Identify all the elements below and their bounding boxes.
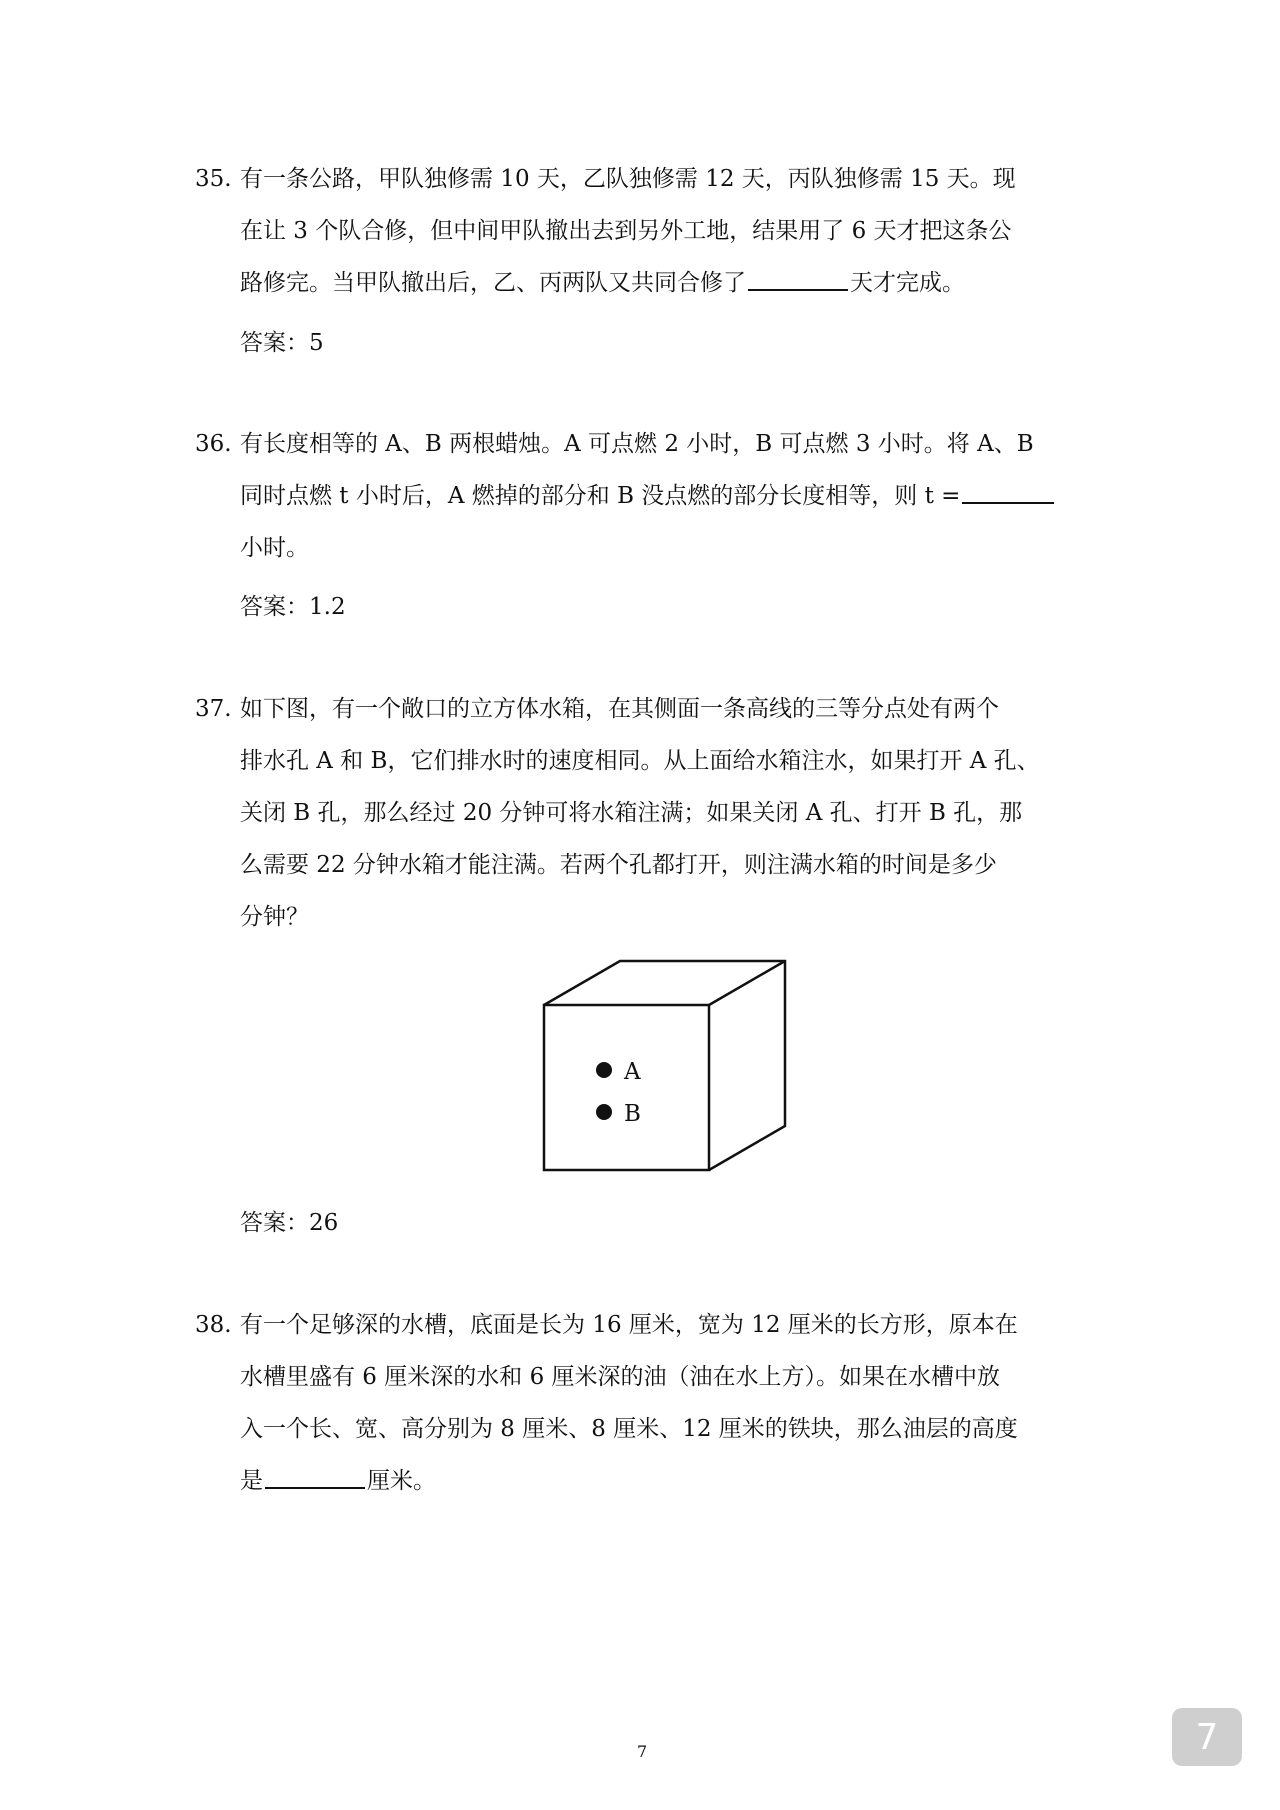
problem-text-line: 关闭 B 孔，那么经过 20 分钟可将水箱注满；如果关闭 A 孔、打开 B 孔，那 — [240, 800, 1023, 826]
problem-number: 36. — [195, 431, 232, 457]
answer: 答案：26 — [240, 1210, 339, 1236]
problem-text-line: 分钟？ — [240, 904, 309, 930]
problem-text: 路修完。当甲队撤出后，乙、丙两队又共同合修了 — [240, 270, 746, 296]
answer: 答案：5 — [240, 330, 324, 356]
hole-a-dot — [596, 1062, 612, 1078]
problem-text-line: 么需要 22 分钟水箱才能注满。若两个孔都打开，则注满水箱的时间是多少 — [240, 852, 997, 878]
problem-text-line: 排水孔 A 和 B，它们排水时的速度相同。从上面给水箱注水，如果打开 A 孔、 — [240, 748, 1040, 774]
problem-text-line: 有一条公路，甲队独修需 10 天，乙队独修需 12 天，丙队独修需 15 天。现 — [240, 166, 1016, 192]
problem-text: 同时点燃 t 小时后，A 燃掉的部分和 B 没点燃的部分长度相等，则 t = — [240, 483, 961, 509]
page-number: 7 — [637, 1742, 648, 1761]
problem-text: 天才完成。 — [850, 270, 965, 296]
problem-text-line: 小时。 — [240, 535, 309, 561]
problem-text: 厘米。 — [367, 1468, 436, 1494]
problem-text-line: 在让 3 个队合修，但中间甲队撤出去到另外工地，结果用了 6 天才把这条公 — [240, 218, 1012, 244]
problem-text-line: 有一个足够深的水槽，底面是长为 16 厘米，宽为 12 厘米的长方形，原本在 — [240, 1312, 1018, 1338]
answer-blank — [265, 1464, 365, 1489]
problem-text: 是 — [240, 1468, 263, 1494]
cube-back-edges — [544, 961, 785, 1170]
problem-number: 35. — [195, 166, 232, 192]
answer: 答案：1.2 — [240, 594, 346, 620]
cube-top-right-edge — [709, 961, 785, 1005]
cube-outline — [544, 961, 785, 1170]
hole-a-label: A — [624, 1059, 641, 1085]
problem-text-line-with-blank — [240, 1464, 436, 1498]
problem-number: 38. — [195, 1312, 232, 1338]
cube-front-face — [544, 1005, 709, 1170]
problem-number: 37. — [195, 696, 232, 722]
page-badge: 7 — [1172, 1708, 1242, 1766]
problem-text-line: 如下图，有一个敞口的立方体水箱，在其侧面一条高线的三等分点处有两个 — [240, 696, 999, 722]
hole-b-label: B — [624, 1101, 641, 1127]
problem-text-line: 水槽里盛有 6 厘米深的水和 6 厘米深的油（油在水上方）。如果在水槽中放 — [240, 1364, 1001, 1390]
hole-b-dot — [596, 1104, 612, 1120]
problem-text-line: 有长度相等的 A、B 两根蜡烛。A 可点燃 2 小时，B 可点燃 3 小时。将 A、B — [240, 431, 1034, 457]
problem-text-line: 入一个长、宽、高分别为 8 厘米、8 厘米、12 厘米的铁块，那么油层的高度 — [240, 1416, 1018, 1442]
